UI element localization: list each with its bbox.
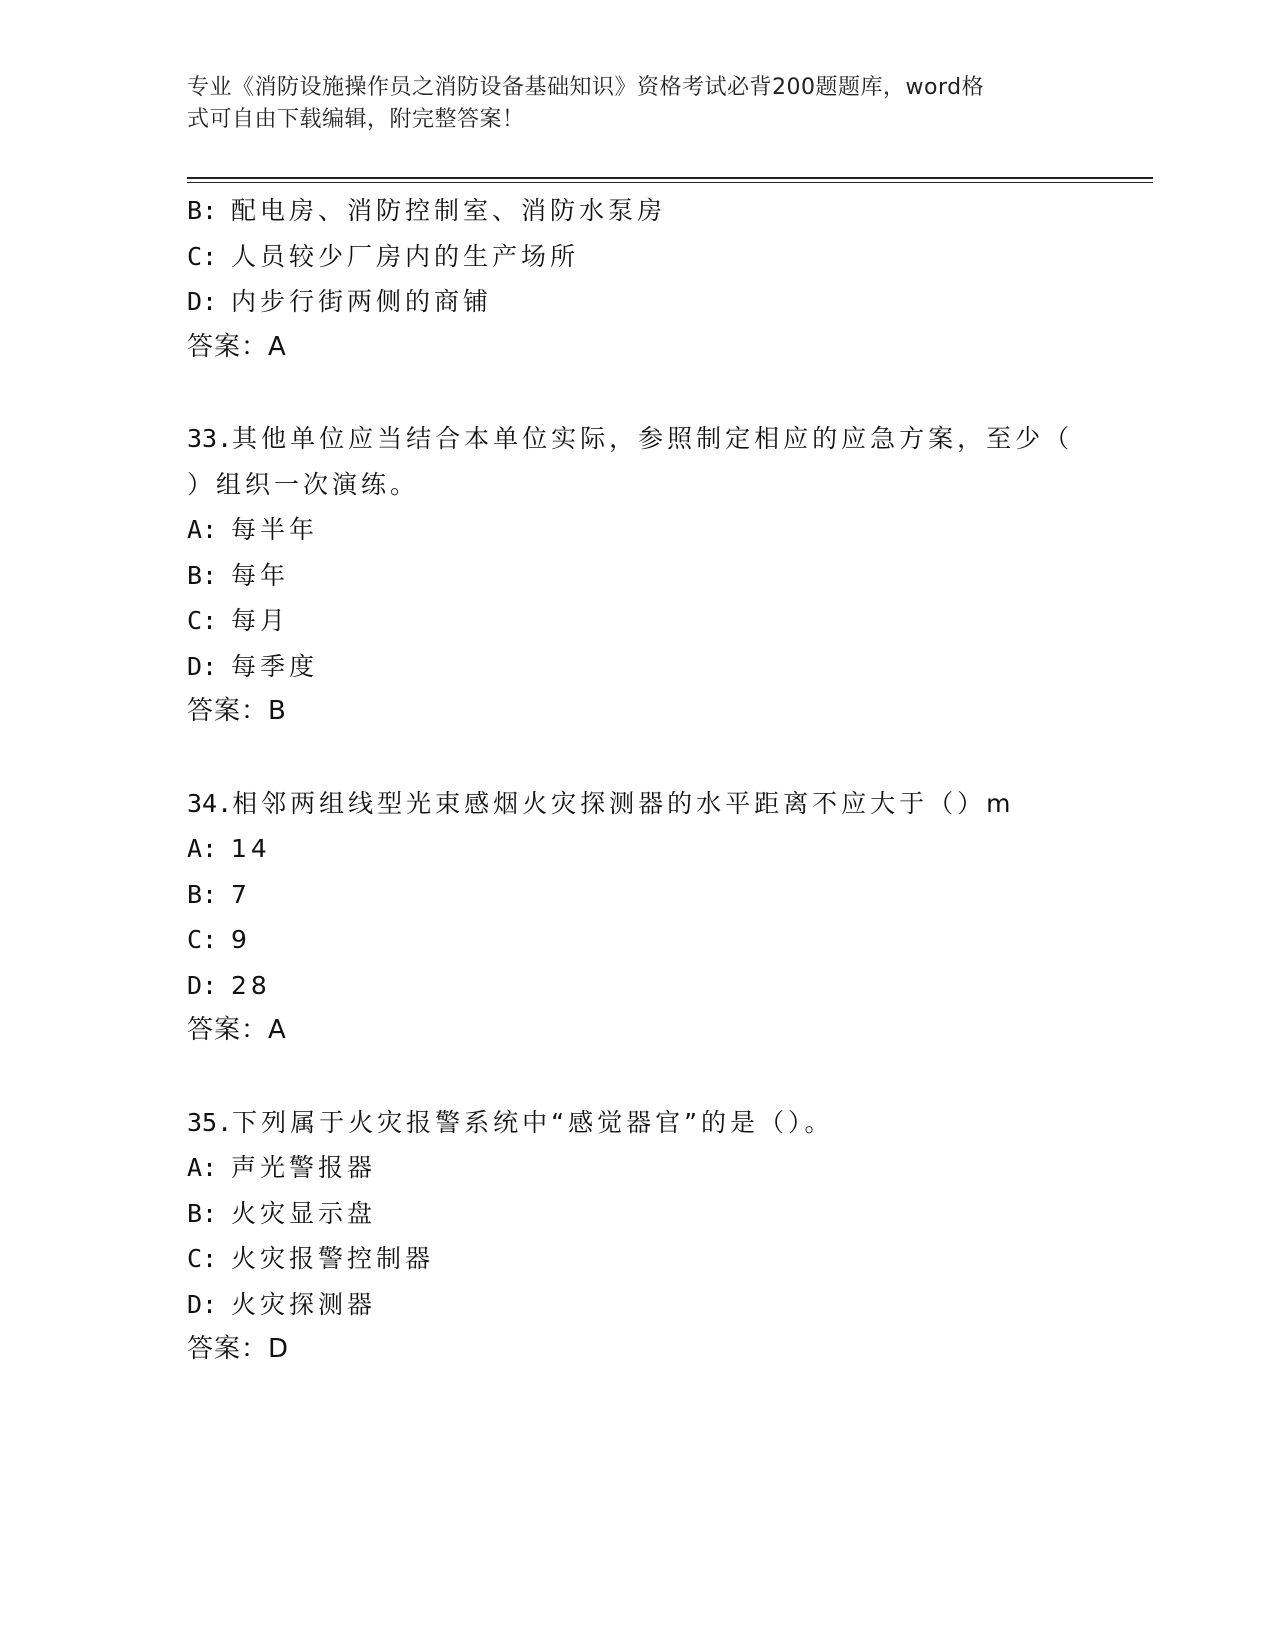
option-key: B: — [187, 1198, 218, 1228]
question-number: 33. — [187, 424, 233, 453]
option-key: C: — [187, 241, 218, 271]
option-text: 火灾显示盘 — [231, 1198, 377, 1228]
option-text: 每年 — [231, 560, 290, 590]
option-d — [187, 1282, 1087, 1328]
answer-line — [187, 1327, 1087, 1373]
option-key: A: — [187, 834, 218, 863]
option-key: B: — [187, 879, 218, 909]
option-b — [187, 1191, 1087, 1237]
option-text: 每月 — [231, 606, 290, 635]
option-key: B: — [187, 560, 218, 590]
option-d — [187, 279, 1087, 325]
option-c — [187, 1236, 1087, 1282]
option-text: 每季度 — [231, 651, 319, 681]
option-key: C: — [187, 925, 218, 954]
option-d — [187, 644, 1087, 690]
option-c — [187, 598, 1087, 644]
option-b — [187, 553, 1087, 599]
answer-label: 答案： — [187, 331, 269, 362]
header-rule-bottom — [187, 182, 1153, 183]
option-key: D: — [187, 970, 218, 1000]
answer-value: D — [268, 1334, 290, 1364]
option-key: D: — [187, 287, 218, 316]
option-text: 人员较少厂房内的生产场所 — [231, 241, 580, 271]
question-33 — [187, 416, 1087, 735]
question-text — [187, 1100, 1087, 1146]
option-text: 配电房、消防控制室、消防水泵房 — [231, 196, 667, 225]
option-key: C: — [187, 606, 218, 635]
option-key: A: — [187, 515, 218, 544]
option-text: 声光警报器 — [231, 1153, 377, 1182]
answer-line — [187, 689, 1087, 735]
question-number: 35. — [187, 1107, 233, 1137]
answer-line — [187, 325, 1087, 371]
question-text-line-1: 其他单位应当结合本单位实际，参照制定相应的应急方案，至少（ — [232, 424, 1074, 453]
option-c — [187, 917, 1087, 963]
question-text-line-1: 下列属于火灾报警系统中“感觉器官”的是（）。 — [232, 1107, 834, 1137]
question-text — [187, 781, 1087, 827]
spacer — [187, 735, 1087, 781]
answer-value: A — [268, 331, 287, 362]
option-text: 火灾报警控制器 — [231, 1244, 435, 1273]
option-text: 7 — [231, 879, 251, 909]
answer-label: 答案： — [187, 1334, 269, 1364]
option-key: D: — [187, 1289, 218, 1319]
option-a — [187, 507, 1087, 553]
option-key: D: — [187, 651, 218, 681]
question-text-line-2: ）组织一次演练。 — [187, 469, 420, 499]
question-number: 34. — [187, 788, 233, 818]
header-line-2: 式可自由下载编辑，附完整答案！ — [187, 107, 525, 132]
answer-label: 答案： — [187, 696, 269, 726]
option-key: C: — [187, 1244, 218, 1273]
answer-value: B — [268, 696, 287, 726]
header-rule-top — [187, 177, 1153, 179]
option-key: A: — [187, 1153, 218, 1182]
option-text: 火灾探测器 — [231, 1289, 377, 1319]
document-header — [187, 72, 1067, 136]
option-text: 内步行街两侧的商铺 — [231, 287, 493, 316]
option-text: 每半年 — [231, 515, 319, 544]
question-content — [187, 188, 1087, 1373]
option-text: 9 — [231, 925, 251, 954]
option-b — [187, 188, 1087, 234]
question-34 — [187, 781, 1087, 1054]
header-line-1: 专业《消防设施操作员之消防设备基础知识》资格考试必背200题题库，word格 — [187, 75, 985, 100]
spacer — [187, 1054, 1087, 1100]
option-a — [187, 1145, 1087, 1191]
option-c — [187, 234, 1087, 280]
question-35 — [187, 1100, 1087, 1373]
option-b — [187, 872, 1087, 918]
question-text-line-1: 相邻两组线型光束感烟火灾探测器的水平距离不应大于（）m — [232, 788, 1015, 818]
answer-value: A — [268, 1015, 287, 1045]
prev-question-block — [187, 188, 1087, 370]
answer-label: 答案： — [187, 1015, 269, 1045]
option-key: B: — [187, 196, 218, 225]
option-a — [187, 826, 1087, 872]
answer-line — [187, 1008, 1087, 1054]
option-text: 28 — [231, 970, 271, 1000]
question-text — [187, 416, 1087, 462]
spacer — [187, 370, 1087, 416]
option-d — [187, 963, 1087, 1009]
option-text: 14 — [231, 834, 271, 863]
